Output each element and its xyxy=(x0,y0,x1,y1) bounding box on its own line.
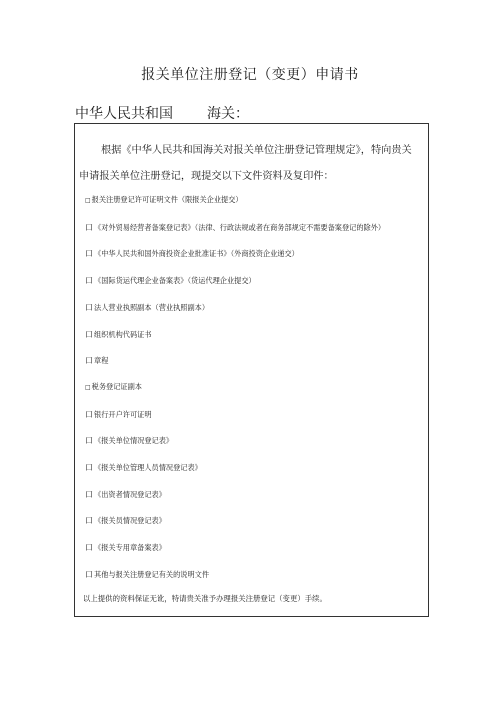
document-title: 报关单位注册登记（变更）申请书 xyxy=(141,67,359,83)
checklist-item-label: 章程 xyxy=(94,356,109,366)
checklist-item-label: 《报关单位管理人员情况登记表》 xyxy=(94,463,202,472)
checklist-item xyxy=(85,489,166,500)
checklist-item xyxy=(85,329,152,340)
intro-text: 根据《中华人民共和国海关对报关单位注册登记管理规定》，特向贵关申请报关单位注册登记，现提交以下文件资料及复印件： xyxy=(79,145,412,182)
checklist-item xyxy=(85,462,202,473)
checklist-item-label: 《报关专用章备案表》 xyxy=(94,543,166,553)
checkbox-square[interactable]: 口 xyxy=(85,249,93,259)
checkbox-square[interactable]: 口 xyxy=(85,329,93,339)
checklist-item-label: 其他与报关注册登记有关的说明文件 xyxy=(94,569,210,579)
checkbox-square[interactable]: 口 xyxy=(85,356,93,366)
application-box xyxy=(74,123,429,617)
checkbox-square[interactable]: 口 xyxy=(85,276,93,286)
checkbox-square[interactable]: 口 xyxy=(85,302,93,312)
checklist-item-label: 银行开户许可证明 xyxy=(94,409,152,419)
addressee-country: 中华人民共和国 xyxy=(75,106,173,122)
checklist-item-label: 《国际货运代理企业备案表》（货运代理企业提交） xyxy=(94,276,256,286)
checklist-item xyxy=(85,569,209,580)
checklist-item-label: 《中华人民共和国外商投资企业批准证书》（外商投资企业递交） xyxy=(94,249,299,259)
checklist-item-label: 税务登记证副本 xyxy=(91,381,142,391)
checklist-item xyxy=(85,222,385,233)
checklist-item xyxy=(85,515,166,526)
checklist-item-label: 《对外贸易经营者备案登记表》（法律、行政法规或者在商务部规定不需要备案登记的除外） xyxy=(94,222,386,232)
checkbox-square[interactable]: 口 xyxy=(85,543,93,553)
checklist-item-label: 报关注册登记许可证明文件（限报关企业提交） xyxy=(91,195,243,204)
checklist-item xyxy=(85,435,173,446)
checklist-item xyxy=(85,355,108,366)
checklist-item xyxy=(85,248,299,259)
checklist-item xyxy=(85,195,243,205)
checkbox-square[interactable]: 口 xyxy=(85,436,93,446)
intro-paragraph xyxy=(75,138,428,190)
checklist-item-label: 《报关员情况登记表》 xyxy=(94,516,166,526)
checklist-item-label: 组织机构代码证书 xyxy=(94,329,152,339)
checklist-item-label: 《出资者情况登记表》 xyxy=(94,489,166,499)
addressee-customs: 海关： xyxy=(207,106,249,122)
footer-statement: 以上提供的资料保证无讹，特请贵关准予办理报关注册登记（变更）手续。 xyxy=(83,594,327,603)
checklist-item xyxy=(85,275,256,286)
checkbox-square[interactable]: 口 xyxy=(85,516,93,526)
checkbox-square[interactable]: 口 xyxy=(85,222,93,232)
checkbox-square[interactable]: 口 xyxy=(85,409,93,419)
checklist-item xyxy=(85,302,209,313)
checkbox-square[interactable]: 口 xyxy=(85,569,93,579)
checkbox-square[interactable]: □ xyxy=(85,197,91,204)
addressee-line xyxy=(75,103,249,123)
checklist-item xyxy=(85,409,152,420)
checklist-item xyxy=(85,542,166,553)
checkbox-square[interactable]: 口 xyxy=(85,463,93,472)
checkbox-square[interactable]: 口 xyxy=(85,489,93,499)
checklist-item-label: 法人营业执照副本（营业执照副本） xyxy=(94,302,210,312)
checklist-item xyxy=(85,382,142,392)
checklist-item-label: 《报关单位情况登记表》 xyxy=(94,436,174,446)
checkbox-square[interactable]: □ xyxy=(85,383,91,391)
